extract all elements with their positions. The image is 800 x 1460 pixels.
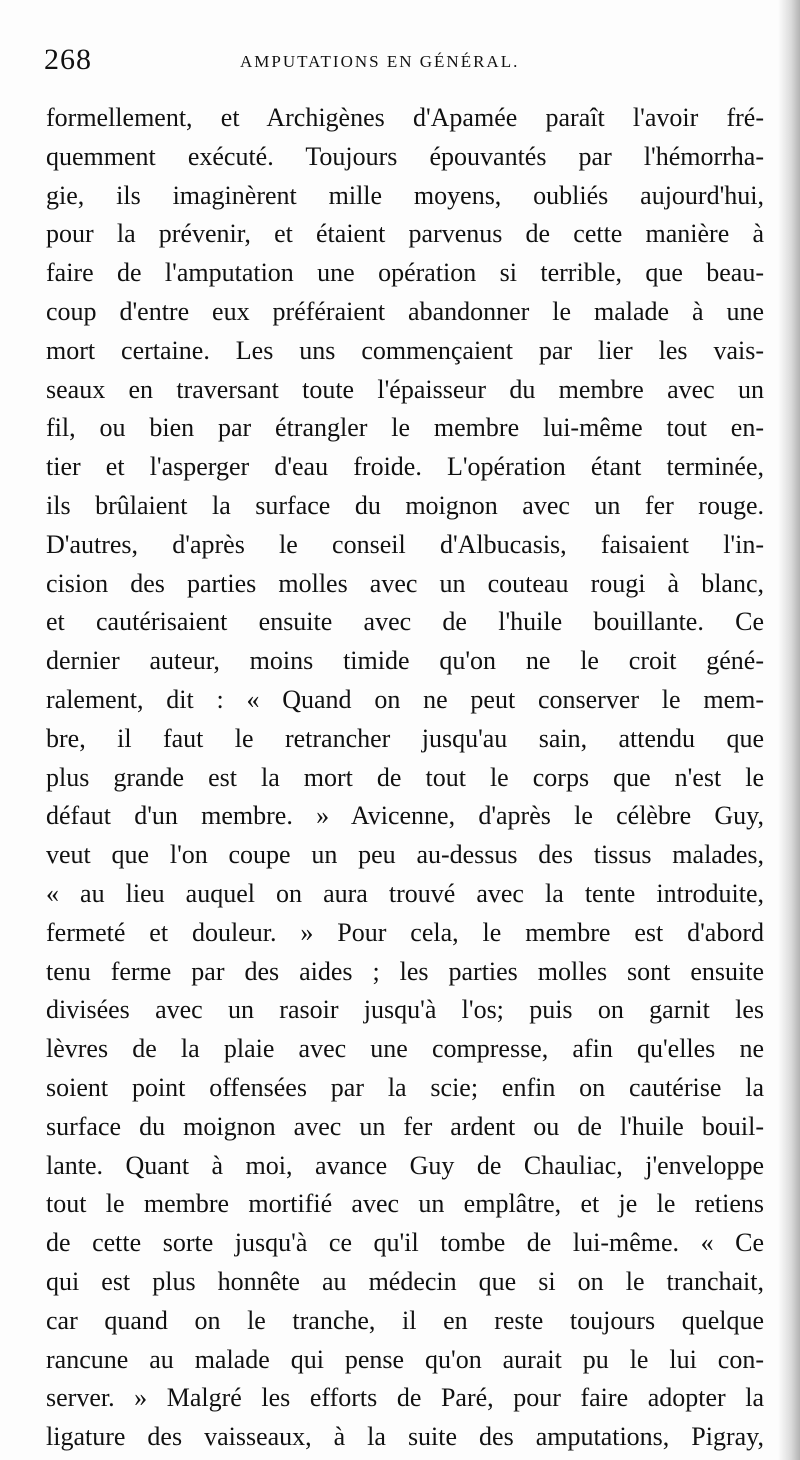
text-line: server. » Malgré les efforts de Paré, pour faire adopter la [46,1383,764,1413]
text-line: ralement, dit : « Quand on ne peut conserver le mem- [46,684,764,714]
running-head: AMPUTATIONS EN GÉNÉRAL. [240,52,520,71]
page-header [44,40,764,80]
text-line: bre, il faut le retrancher jusqu'au sain, attendu que [46,723,764,753]
text-line: plus grande est la mort de tout le corps que n'est le [46,762,764,792]
text-line: gie, ils imaginèrent mille moyens, oubliés aujourd'hui, [46,180,764,210]
text-line: et cautérisaient ensuite avec de l'huile bouillante. Ce [46,607,764,637]
text-line: seaux en traversant toute l'épaisseur du membre avec un [46,374,764,404]
text-line: défaut d'un membre. » Avicenne, d'après le célèbre Guy, [46,801,764,831]
text-line: ils brûlaient la surface du moignon avec un fer rouge. [46,490,764,520]
text-line: coup d'entre eux préféraient abandonner le malade à une [46,296,764,326]
text-line: de cette sorte jusqu'à ce qu'il tombe de lui-même. « Ce [46,1228,764,1258]
page-number: 268 [44,43,92,76]
text-line: lèvres de la plaie avec une compresse, afin qu'elles ne [46,1034,764,1064]
text-line: veut que l'on coupe un peu au-dessus des tissus malades, [46,840,764,870]
text-line: quemment exécuté. Toujours épouvantés par l'hémorrha- [46,141,764,171]
text-line: tout le membre mortifié avec un emplâtre, et je le retiens [46,1189,764,1219]
text-line: pour la prévenir, et étaient parvenus de cette manière à [46,219,764,249]
text-line: fermeté et douleur. » Pour cela, le membre est d'abord [46,917,764,947]
text-line: soient point offensées par la scie; enfin on cautérise la [46,1072,764,1102]
body-text [46,99,764,1457]
text-line: lante. Quant à moi, avance Guy de Chauliac, j'enveloppe [46,1150,764,1180]
text-line: mort certaine. Les uns commençaient par lier les vais- [46,335,764,365]
text-line: surface du moignon avec un fer ardent ou de l'huile bouil- [46,1111,764,1141]
text-line: car quand on le tranche, il en reste toujours quelque [46,1305,764,1335]
text-line: formellement, et Archigènes d'Apamée paraît l'avoir fré- [46,103,764,132]
text-line: divisées avec un rasoir jusqu'à l'os; puis on garnit les [46,995,764,1025]
text-line: qui est plus honnête au médecin que si on le tranchait, [46,1266,764,1296]
text-line: fil, ou bien par étrangler le membre lui-même tout en- [46,413,764,443]
text-line: tier et l'asperger d'eau froide. L'opération étant terminée, [46,452,764,482]
text-line: dernier auteur, moins timide qu'on ne le croit géné- [46,646,764,676]
page-edge-shadow [778,0,800,1460]
text-line: « au lieu auquel on aura trouvé avec la tente introduite, [46,878,764,908]
text-line: rancune au malade qui pense qu'on aurait pu le lui con- [46,1344,764,1374]
text-line: D'autres, d'après le conseil d'Albucasis, faisaient l'in- [46,529,764,559]
text-line: tenu ferme par des aides ; les parties molles sont ensuite [46,956,764,986]
text-line: ligature des vaisseaux, à la suite des amputations, Pigray, [46,1422,764,1452]
text-line: faire de l'amputation une opération si terrible, que beau- [46,258,764,288]
text-line: cision des parties molles avec un couteau rougi à blanc, [46,568,764,598]
